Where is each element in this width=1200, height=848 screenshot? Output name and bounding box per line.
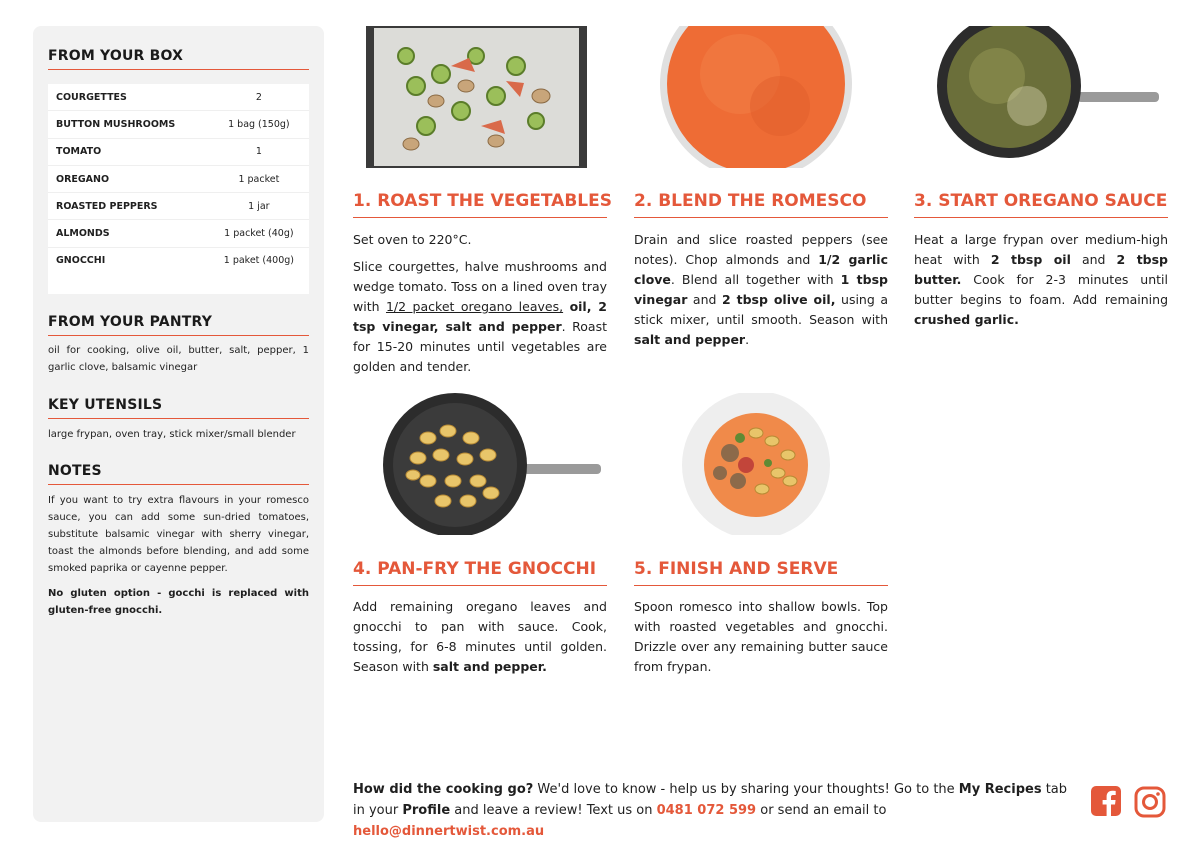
photo-oregano-sauce bbox=[937, 26, 1159, 168]
from-box-title: FROM YOUR BOX bbox=[48, 48, 309, 70]
step-5-body bbox=[634, 597, 888, 684]
notes-text: If you want to try extra flavours in your romesco sauce, you can add some sun-dried tomatoes, substitute balsamic vinegar with sherry vinegar, toast the almonds before blending, and add some smoked paprika or cayenne pepper. bbox=[48, 495, 309, 574]
step-1-title: 1. ROAST THE VEGETABLES bbox=[353, 191, 607, 218]
pantry-text: oil for cooking, olive oil, butter, salt, pepper, 1 garlic clove, balsamic vinegar bbox=[48, 345, 309, 373]
footer-question: How did the cooking go? bbox=[353, 782, 534, 797]
step-1-p2: Slice courgettes, halve mushrooms and wedge tomato. Toss on a lined oven tray with 1/2 packet oregano leaves, oil, 2 tsp vinegar, salt and pepper. Roast for 15-20 minutes until vegetables are golden and tender. bbox=[353, 259, 608, 374]
feedback-footer: How did the cooking go? We'd love to know - help us by sharing your thoughts! Go to the My Recipes tab in your Profile and leave a review! Text us on 0481 072 599 or send an email to hello@dinnertwist.com.au bbox=[353, 782, 1068, 839]
step-2-p1: Drain and slice roasted peppers (see notes). Chop almonds and 1/2 garlic clove. Blend all together with 1 tbsp vinegar and 2 tbsp olive oil, using a stick mixer, until smooth. Season with salt and pepper. bbox=[634, 232, 888, 347]
step-4-title: 4. PAN-FRY THE GNOCCHI bbox=[353, 559, 607, 586]
step-1-p1: Set oven to 220°C. bbox=[353, 232, 472, 247]
table-row bbox=[48, 111, 309, 138]
ingredient-qty: 1 paket (400g) bbox=[223, 255, 294, 267]
step-2-body bbox=[634, 230, 888, 357]
table-row bbox=[48, 166, 309, 193]
step-3-p1: Heat a large frypan over medium-high heat with 2 tbsp oil and 2 tbsp butter. Cook for 2-3 minutes until butter begins to foam. Add remaining crushed garlic. bbox=[914, 232, 1168, 327]
my-recipes-link[interactable]: My Recipes bbox=[958, 782, 1042, 797]
instagram-icon[interactable] bbox=[1134, 786, 1166, 822]
ingredient-name: ROASTED PEPPERS bbox=[56, 200, 158, 212]
ingredient-name: COURGETTES bbox=[56, 91, 127, 103]
ingredient-qty: 1 bag (150g) bbox=[228, 118, 290, 130]
step-2-title: 2. BLEND THE ROMESCO bbox=[634, 191, 888, 218]
notes-gluten: No gluten option - gocchi is replaced with gluten-free gnocchi. bbox=[48, 588, 309, 616]
email-link[interactable]: hello@dinnertwist.com.au bbox=[353, 824, 545, 839]
ingredient-name: GNOCCHI bbox=[56, 255, 106, 267]
photo-gnocchi-pan bbox=[383, 393, 601, 535]
table-row bbox=[48, 84, 309, 111]
ingredient-qty: 1 bbox=[255, 146, 262, 158]
phone-link[interactable]: 0481 072 599 bbox=[656, 803, 757, 818]
table-row bbox=[48, 139, 309, 166]
pantry-title: FROM YOUR PANTRY bbox=[48, 314, 309, 336]
ingredient-name: TOMATO bbox=[56, 146, 102, 158]
ingredient-qty: 2 bbox=[255, 91, 262, 103]
ingredient-qty: 1 jar bbox=[248, 200, 270, 212]
step-3-title: 3. START OREGANO SAUCE bbox=[914, 191, 1168, 218]
ingredients-table bbox=[48, 84, 309, 294]
ingredient-name: BUTTON MUSHROOMS bbox=[56, 118, 176, 130]
table-row bbox=[48, 248, 309, 274]
ingredient-name: ALMONDS bbox=[56, 228, 110, 240]
table-row bbox=[48, 193, 309, 220]
notes-body bbox=[48, 492, 309, 627]
step-5-p1: Spoon romesco into shallow bowls. Top with roasted vegetables and gnocchi. Drizzle over any remaining butter sauce from frypan. bbox=[634, 599, 888, 674]
step-4-p1: Add remaining oregano leaves and gnocchi to pan with sauce. Cook, tossing, for 6-8 minutes until golden. Season with salt and pepper. bbox=[353, 599, 607, 674]
profile-link[interactable]: Profile bbox=[402, 803, 451, 818]
sidebar bbox=[33, 26, 324, 822]
photo-finished-bowl bbox=[680, 393, 832, 535]
facebook-icon[interactable] bbox=[1091, 786, 1121, 820]
step-4-body bbox=[353, 597, 607, 684]
ingredient-name: OREGANO bbox=[56, 173, 110, 185]
photo-roast-tray bbox=[366, 26, 587, 168]
utensils-title: KEY UTENSILS bbox=[48, 397, 309, 419]
step-1-body bbox=[353, 230, 607, 384]
ingredient-qty: 1 packet (40g) bbox=[224, 228, 294, 240]
step-5-title: 5. FINISH AND SERVE bbox=[634, 559, 888, 586]
photo-romesco bbox=[660, 26, 853, 168]
step-3-body bbox=[914, 230, 1168, 337]
utensils-text: large frypan, oven tray, stick mixer/small blender bbox=[48, 429, 296, 440]
ingredient-qty: 1 packet bbox=[238, 173, 280, 185]
table-row bbox=[48, 220, 309, 247]
notes-title: NOTES bbox=[48, 463, 309, 485]
